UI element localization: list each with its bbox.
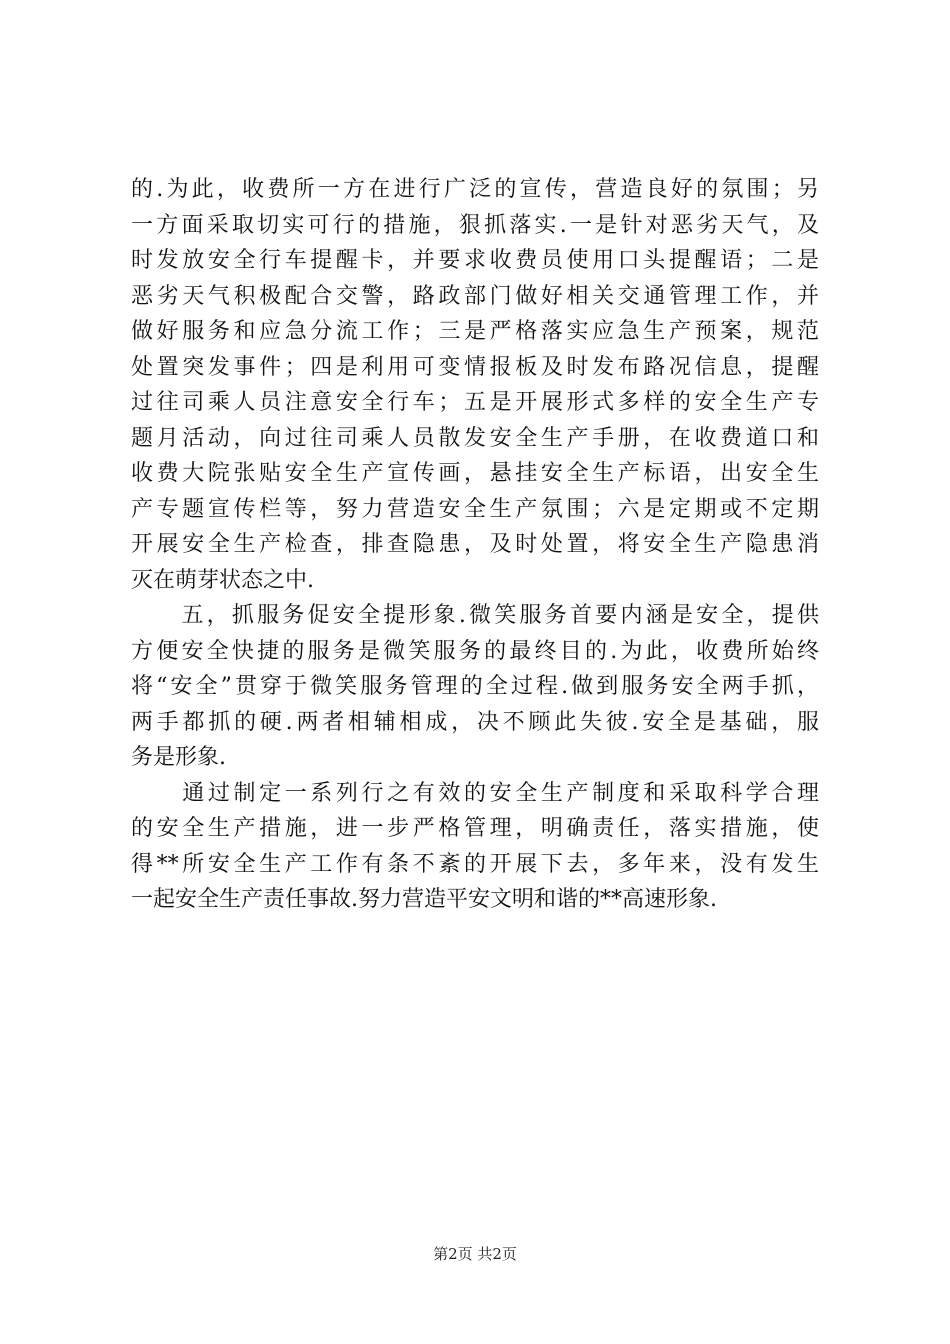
text-line: 务是形象. [131, 745, 226, 770]
text-line: 一方面采取切实可行的措施，狠抓落实.一是针对恶劣天气，及 [131, 212, 819, 238]
text-line: 两手都抓的硬.两者相辅相成，决不顾此失彼.安全是基础，服 [131, 709, 819, 735]
text-line: 收费大院张贴安全生产宣传画，悬挂安全生产标语，出安全生 [131, 461, 819, 486]
text-line: 过往司乘人员注意安全行车；五是开展形式多样的安全生产专 [131, 390, 819, 415]
text-line: 将“安全”贯穿于微笑服务管理的全过程.做到服务安全两手抓， [131, 674, 819, 699]
text-line: 一起安全生产责任事故.努力营造平安文明和谐的**高速形象. [131, 887, 717, 912]
text-line: 的安全生产措施，进一步严格管理，明确责任，落实措施，使 [131, 816, 819, 841]
text-line: 开展安全生产检查，排查隐患，及时处置，将安全生产隐患消 [131, 532, 819, 557]
document-body [131, 172, 819, 918]
text-line: 题月活动，向过往司乘人员散发安全生产手册，在收费道口和 [131, 425, 819, 451]
text-line: 时发放安全行车提醒卡，并要求收费员使用口头提醒语；二是 [131, 248, 819, 273]
text-line: 五，抓服务促安全提形象.微笑服务首要内涵是安全，提供 [131, 603, 819, 628]
text-line: 通过制定一系列行之有效的安全生产制度和采取科学合理 [131, 780, 819, 806]
text-line: 做好服务和应急分流工作；三是严格落实应急生产预案，规范 [131, 319, 819, 344]
text-line: 灭在萌芽状态之中. [131, 567, 314, 593]
page-number-footer: 第2页 共2页 [433, 1245, 517, 1263]
text-line: 处置突发事件；四是利用可变情报板及时发布路况信息，提醒 [131, 354, 819, 380]
text-line: 产专题宣传栏等，努力营造安全生产氛围；六是定期或不定期 [131, 496, 819, 522]
text-line: 的.为此，收费所一方在进行广泛的宣传，营造良好的氛围；另 [131, 177, 819, 202]
text-line: 方便安全快捷的服务是微笑服务的最终目的.为此，收费所始终 [131, 638, 819, 664]
text-line: 得**所安全生产工作有条不紊的开展下去，多年来，没有发生 [131, 851, 819, 877]
text-line: 恶劣天气积极配合交警，路政部门做好相关交通管理工作，并 [131, 283, 819, 309]
